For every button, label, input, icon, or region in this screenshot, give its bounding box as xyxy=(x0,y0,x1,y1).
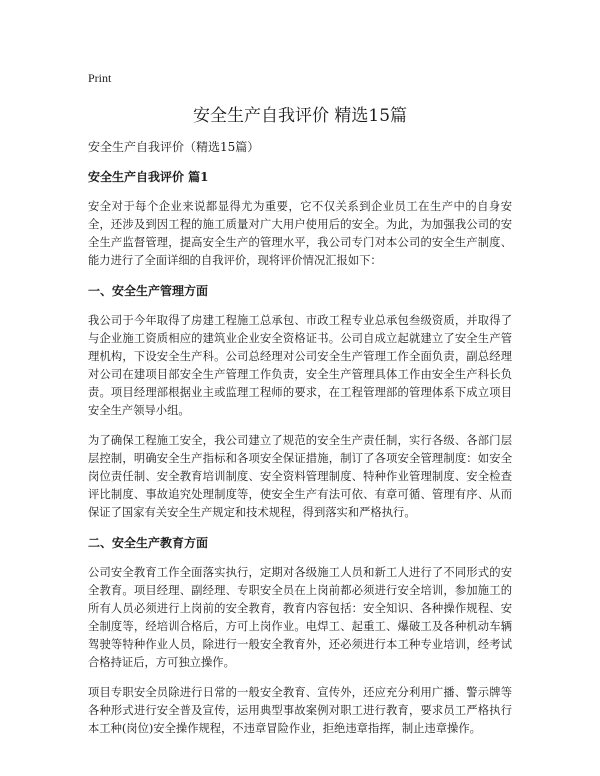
heading-safety-education: 二、安全生产教育方面 xyxy=(88,536,209,550)
paragraph-management-2: 为了确保工程施工安全，我公司建立了规范的安全生产责任制，实行各级、各部门层层控制，明确安全生产指标和各项安全保证措施，制订了各项安全管理制度：如安全岗位责任制、安全教育培训制度、安全资料管理制度、特种作业管理制度、安全检查评比制度、事故追究处理制度等，使安全生产有法可依、有章可循、管理有序、从而保证了国家有关安全生产规定和技术规程，得到落实和严格执行。 xyxy=(88,434,512,519)
paragraph-management-1: 我公司于今年取得了房建工程施工总承包、市政工程专业总承包叁级资质，并取得了与企业施工资质相应的建筑业企业安全资格证书。公司自成立起就建立了安全生产管理机构，下设安全生产科。公司总经理对公司安全生产管理工作全面负责，副总经理对公司在建项目部安全生产管理工作负责，安全生产管理具体工作由安全生产科长负责。项目经理部根据业主或监理工程师的要求，在工程管理部的管理体系下成立项目安全生产领导小组。 xyxy=(88,314,512,417)
paragraph-education-1: 公司安全教育工作全面落实执行，定期对各级施工人员和新工人进行了不同形式的安全教育。项目经理、副经理、专职安全员在上岗前都必须进行安全培训，参加施工的所有人员必须进行上岗前的安全教育，教育内容包括：安全知识、各种操作规程、安全制度等，经培训合格后，方可上岗作业。电焊工、起重工、爆破工及各种机动车辆驾驶等特种作业人员，除进行一般安全教育外，还必须进行本工种专业培训，经考试合格持证后，方可独立操作。 xyxy=(88,566,512,669)
print-link[interactable]: Print xyxy=(88,71,112,85)
heading-safety-management: 一、安全生产管理方面 xyxy=(88,284,209,298)
page-title: 安全生产自我评价 精选15篇 xyxy=(192,106,408,126)
document-subtitle: 安全生产自我评价（精选15篇） xyxy=(88,140,260,154)
section-title: 安全生产自我评价 篇1 xyxy=(88,170,209,184)
intro-paragraph: 安全对于每个企业来说都显得尤为重要，它不仅关系到企业员工在生产中的自身安全，还涉及到因工程的施工质量对广大用户使用后的安全。为此，为加强我公司的安全生产监督管理，提高安全生产的管理水平，我公司专门对本公司的安全生产制度、能力进行了全面详细的自我评价，现将评价情况汇报如下： xyxy=(88,200,512,267)
paragraph-education-2: 项目专职安全员除进行日常的一般安全教育、宣传外，还应充分利用广播、警示牌等各种形式进行安全普及宣传，运用典型事故案例对职工进行教育，要求员工严格执行本工种(岗位)安全操作规程，不违章冒险作业，拒绝违章指挥，制止违章操作。 xyxy=(88,686,512,735)
